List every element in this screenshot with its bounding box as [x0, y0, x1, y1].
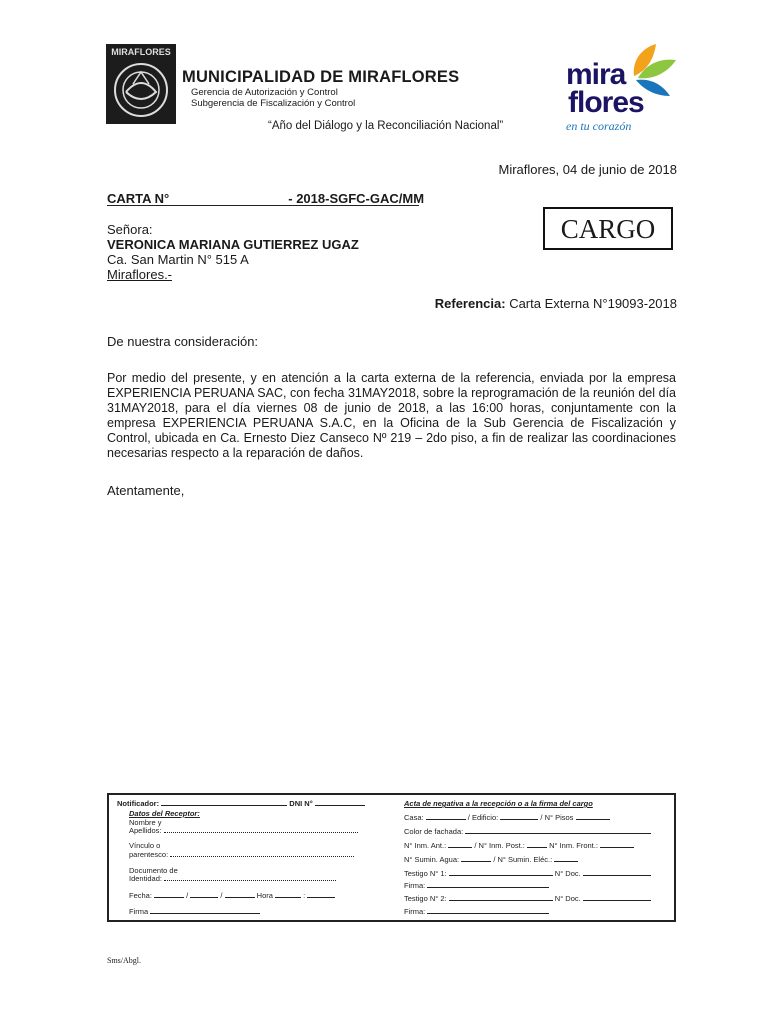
firma-label: Firma [129, 907, 149, 916]
edificio-label: / Edificio: [467, 813, 499, 822]
firma2-field [404, 907, 549, 916]
nombre-field [129, 826, 358, 835]
casa-line[interactable] [426, 813, 466, 820]
municipality-title: MUNICIPALIDAD DE MIRAFLORES [182, 68, 460, 86]
casa-field [404, 813, 610, 822]
casa-label: Casa: [404, 813, 424, 822]
hora-hour-line[interactable] [275, 891, 301, 898]
reference-label: Referencia: [434, 296, 506, 311]
dni-label: DNI N° [289, 799, 313, 808]
logo-line1: mira [566, 58, 626, 91]
color-label: Color de fachada: [404, 827, 464, 836]
documento-field [129, 874, 336, 883]
testigo2-doc-label: N° Doc. [554, 894, 581, 903]
subgerencia-line: Subgerencia de Fiscalización y Control [191, 98, 356, 109]
sumin-elec-label: / N° Sumin. Eléc.: [493, 855, 553, 864]
sumin-agua-line[interactable] [461, 855, 491, 862]
vinculo-label-1: Vínculo o [129, 841, 161, 850]
municipal-seal [106, 44, 176, 124]
testigo1-doc-line[interactable] [583, 869, 651, 876]
reference-value: Carta Externa N°19093-2018 [509, 296, 677, 311]
hora-minute-line[interactable] [307, 891, 335, 898]
firma2-label: Firma: [404, 907, 426, 916]
acta-heading: Acta de negativa a la recepción o a la firma del cargo [404, 799, 593, 808]
documento-label-2: Identidad: [129, 874, 162, 883]
firma-field [129, 907, 260, 916]
miraflores-logo [562, 42, 682, 134]
testigo1-label: Testigo N° 1: [404, 869, 447, 878]
letter-date: Miraflores, 04 de junio de 2018 [498, 162, 677, 177]
carta-label: CARTA N° [107, 191, 170, 206]
sumin-elec-line[interactable] [554, 855, 578, 862]
cargo-stamp: CARGO [543, 207, 673, 250]
hora-label: Hora [256, 891, 273, 900]
year-motto: “Año del Diálogo y la Reconciliación Nacional” [268, 120, 504, 132]
notificador-line[interactable] [161, 799, 287, 806]
reference-line [435, 296, 677, 311]
logo-line2: flores [568, 86, 644, 119]
inm-post-label: / N° Inm. Post.: [474, 841, 525, 850]
recipient-address: Ca. San Martin N° 515 A [107, 252, 249, 267]
letter-body: Por medio del presente, y en atención a la carta externa de la referencia, enviada por la empresa EXPERIENCIA PERUANA SAC, con fecha 31MAY2018, sobre la reprogramación de la reunión del día 31MAY2018, para el día viernes 08 de junio de 2018, a las 16:00 horas, conjuntamente con la empresa EXPERIENCIA PERUANA S.A.C, en la Oficina de la Sub Gerencia de Fiscalización y Control, ubicada en Ca. Ernesto Diez Canseco Nº 219 – 2do piso, a fin de realizar las coordinaciones necesarias respecto a la reparación de daños. [107, 371, 676, 460]
testigo1-line[interactable] [449, 869, 553, 876]
testigo2-line[interactable] [449, 894, 553, 901]
vinculo-field [129, 850, 354, 859]
logo-tagline: en tu corazón [566, 119, 632, 133]
fecha-hora-field: Fecha: / / Hora : [129, 891, 335, 900]
color-field [404, 827, 651, 836]
sumin-agua-label: N° Sumin. Agua: [404, 855, 460, 864]
nombre-label-1: Nombre y [129, 818, 162, 827]
carta-underline [107, 205, 419, 206]
closing: Atentamente, [107, 483, 185, 498]
gerencia-line: Gerencia de Autorización y Control [191, 87, 338, 98]
firma1-label: Firma: [404, 881, 426, 890]
testigo2-label: Testigo N° 2: [404, 894, 447, 903]
seal-text: MIRAFLORES [111, 47, 171, 57]
testigo1-field [404, 869, 651, 878]
testigo2-doc-line[interactable] [583, 894, 651, 901]
carta-suffix: - 2018-SGFC-GAC/MM [288, 191, 425, 206]
nombre-label-2: Apellidos: [129, 826, 162, 835]
inm-ant-line[interactable] [448, 841, 472, 848]
inmuebles-field [404, 841, 634, 850]
firma1-field [404, 881, 549, 890]
inm-ant-label: N° Inm. Ant.: [404, 841, 447, 850]
pisos-label: / N° Pisos [540, 813, 574, 822]
documento-line[interactable] [164, 874, 336, 881]
testigo2-field [404, 894, 651, 903]
firma1-line[interactable] [427, 881, 549, 888]
fecha-day-line[interactable] [154, 891, 184, 898]
inm-post-line[interactable] [527, 841, 547, 848]
testigo1-doc-label: N° Doc. [554, 869, 581, 878]
vinculo-line[interactable] [170, 850, 354, 857]
fecha-year-line[interactable] [225, 891, 255, 898]
nombre-line[interactable] [164, 826, 358, 833]
receptor-heading: Datos del Receptor: [129, 809, 200, 818]
dni-line[interactable] [315, 799, 365, 806]
pisos-line[interactable] [576, 813, 610, 820]
suministros-field [404, 855, 578, 864]
inm-front-line[interactable] [600, 841, 634, 848]
greeting: De nuestra consideración: [107, 334, 259, 349]
fecha-month-line[interactable] [190, 891, 218, 898]
author-initials: Sms/Abgl. [107, 956, 142, 965]
notificador-label: Notificador: [117, 799, 160, 808]
documento-label-1: Documento de [129, 866, 178, 875]
firma-line[interactable] [150, 907, 260, 914]
salutation-title: Señora: [107, 222, 153, 237]
edificio-line[interactable] [500, 813, 538, 820]
notification-form [107, 793, 676, 922]
carta-number-label [107, 191, 424, 206]
color-line[interactable] [465, 827, 651, 834]
notificador-field [117, 799, 365, 808]
inm-front-label: N° Inm. Front.: [549, 841, 598, 850]
recipient-city: Miraflores.- [107, 267, 173, 282]
fecha-label: Fecha: [129, 891, 152, 900]
firma2-line[interactable] [427, 907, 549, 914]
vinculo-label-2: parentesco: [129, 850, 169, 859]
recipient-name: VERONICA MARIANA GUTIERREZ UGAZ [107, 237, 359, 252]
